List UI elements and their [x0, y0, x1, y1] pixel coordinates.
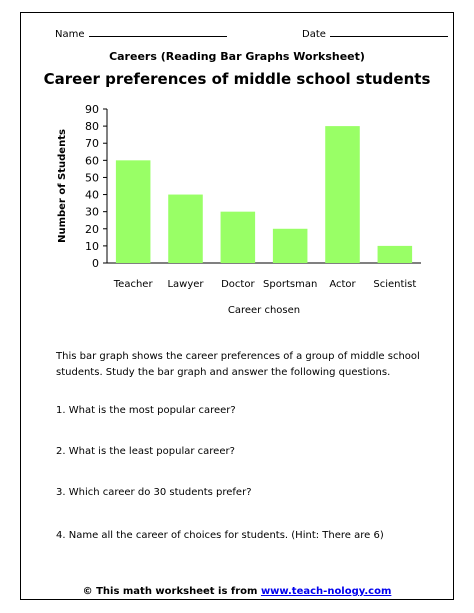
- x-tick-label: Teacher: [113, 279, 153, 290]
- y-tick-label: 50: [85, 171, 99, 185]
- worksheet-page: [20, 12, 454, 600]
- y-tick-label: 20: [85, 222, 99, 236]
- bar: [168, 195, 203, 263]
- bar: [273, 229, 308, 263]
- y-tick-label: 60: [85, 154, 99, 168]
- name-label: Name: [55, 29, 85, 40]
- bar: [221, 212, 256, 263]
- x-tick-label: Sportsman: [263, 279, 318, 290]
- y-axis-title: Number of Students: [57, 129, 68, 243]
- y-tick-label: 30: [85, 205, 99, 219]
- y-tick-label: 80: [85, 120, 99, 134]
- bar: [116, 160, 151, 263]
- footer-text: © This math worksheet is from: [82, 586, 258, 597]
- x-tick-label: Scientist: [373, 279, 417, 290]
- x-tick-label: Lawyer: [167, 279, 204, 290]
- question-4: 4. Name all the career of choices for students. (Hint: There are 6): [56, 530, 384, 541]
- y-tick-label: 0: [92, 257, 99, 270]
- worksheet-title: Careers (Reading Bar Graphs Worksheet): [109, 50, 365, 63]
- y-tick-label: 70: [85, 137, 99, 151]
- question-1: 1. What is the most popular career?: [56, 405, 236, 416]
- x-tick-label: Doctor: [221, 279, 255, 290]
- bar-chart: [21, 13, 455, 333]
- question-3: 3. Which career do 30 students prefer?: [56, 487, 252, 498]
- bar: [378, 246, 413, 263]
- bar: [325, 126, 360, 263]
- y-tick-label: 10: [85, 239, 99, 253]
- date-label: Date: [302, 29, 326, 40]
- footer: [21, 586, 453, 597]
- y-tick-label: 90: [85, 103, 99, 116]
- question-2: 2. What is the least popular career?: [56, 446, 235, 457]
- intro-paragraph: This bar graph shows the career preferences of a group of middle school students. Study the bar graph and answer the following questions.: [56, 351, 420, 378]
- footer-link[interactable]: www.teach-nology.com: [260, 586, 392, 597]
- x-tick-label: Actor: [329, 279, 356, 290]
- chart-title: Career preferences of middle school students: [43, 70, 431, 88]
- x-axis-title: Career chosen: [227, 305, 301, 316]
- y-tick-label: 40: [85, 188, 99, 202]
